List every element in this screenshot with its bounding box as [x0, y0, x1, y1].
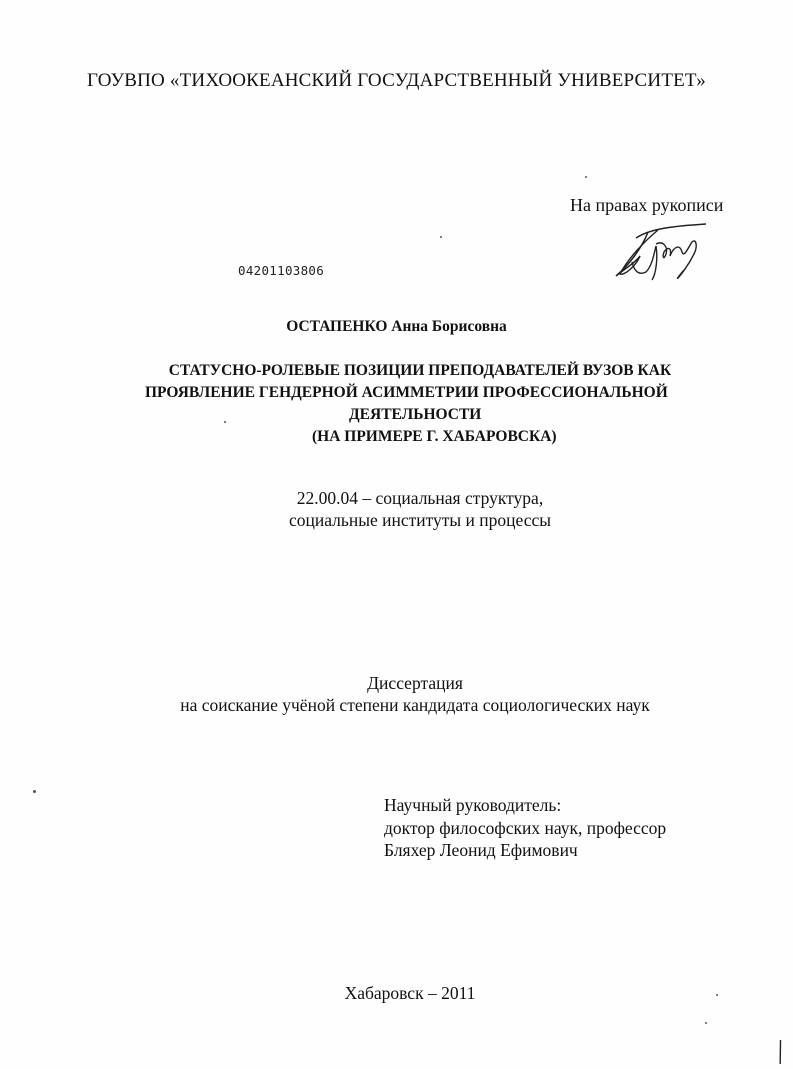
supervisor-block: [384, 794, 666, 862]
scan-edge-mark: [779, 1040, 782, 1064]
serial-number: 04201103806: [238, 263, 325, 278]
degree-statement: [0, 672, 793, 716]
signature-icon: [606, 218, 716, 288]
supervisor-line: Научный руководитель:: [384, 795, 562, 815]
supervisor-line: доктор философских наук, профессор: [384, 817, 667, 838]
title-line: (НА ПРИМЕРЕ Г. ХАБАРОВСКА): [312, 428, 557, 445]
scan-speck: [716, 994, 718, 996]
scan-speck: [224, 421, 226, 423]
specialty-code: [0, 487, 793, 531]
title-line: ДЕЯТЕЛЬНОСТИ: [349, 406, 482, 423]
specialty-line: 22.00.04 – социальная структура,: [296, 488, 544, 508]
rights-note: На правах рукописи: [570, 195, 724, 215]
university-name: ГОУВПО «ТИХООКЕАНСКИЙ ГОСУДАРСТВЕННЫЙ УНИВЕРСИТЕТ»: [87, 70, 706, 91]
supervisor-line: Бляхер Леонид Ефимович: [384, 840, 578, 860]
author-name: ОСТАПЕНКО Анна Борисовна: [286, 318, 507, 335]
city-year: Хабаровск – 2011: [344, 983, 476, 1003]
scan-speck: [585, 176, 587, 178]
degree-line: на соискание учёной степени кандидата социологических наук: [180, 695, 650, 715]
title-line: ПРОЯВЛЕНИЕ ГЕНДЕРНОЙ АСИММЕТРИИ ПРОФЕССИОНАЛЬНОЙ: [145, 384, 668, 401]
scan-speck: [440, 236, 442, 238]
scan-speck: [705, 1022, 707, 1024]
scan-speck: [33, 790, 36, 793]
dissertation-title: [130, 360, 710, 448]
title-line: СТАТУСНО-РОЛЕВЫЕ ПОЗИЦИИ ПРЕПОДАВАТЕЛЕЙ ВУЗОВ КАК: [168, 362, 672, 379]
specialty-line: социальные институты и процессы: [288, 510, 552, 530]
degree-line: Диссертация: [367, 673, 463, 693]
